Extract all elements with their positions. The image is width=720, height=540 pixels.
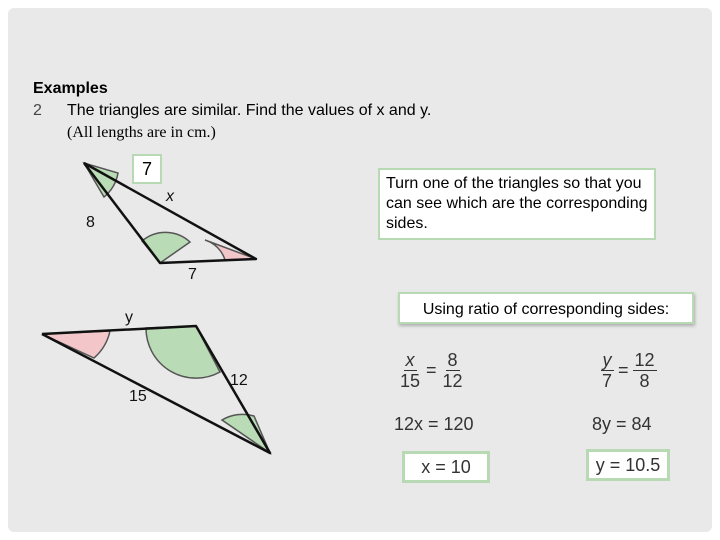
triangle1-angle-right (205, 240, 256, 260)
triangle2-right-side-label: 12 (230, 372, 248, 389)
triangle1-left-side-label: 8 (86, 214, 95, 231)
question-number: 2 (33, 102, 42, 119)
x-lhs-numerator: x (405, 350, 415, 370)
y-lhs-denominator: 7 (602, 371, 613, 391)
x-step: 12x = 120 (394, 414, 474, 434)
y-rhs-denominator: 8 (639, 371, 650, 391)
heading: Examples (33, 80, 108, 97)
y-rhs-numerator: 12 (634, 350, 655, 370)
y-step: 8y = 84 (592, 414, 652, 434)
triangle1-bottom-side-label: 7 (188, 266, 197, 283)
x-answer: x = 10 (402, 451, 490, 483)
triangle1-top-side-label: 7 (132, 154, 162, 184)
x-lhs-denominator: 15 (400, 371, 421, 391)
ratio-heading: Using ratio of corresponding sides: (398, 292, 694, 324)
triangle1-unknown-side-label: x (166, 188, 174, 205)
y-answer: y = 10.5 (586, 449, 670, 481)
triangle2-left-side-label: 15 (129, 388, 147, 405)
x-rhs-numerator: 8 (447, 350, 458, 370)
x-rhs-denominator: 12 (442, 371, 463, 391)
triangle2-unknown-side-label: y (125, 309, 133, 326)
triangle2-angle-left (42, 331, 110, 358)
question-text: The triangles are similar. Find the values of x and y. (67, 102, 432, 119)
x-ratio-equation: $\frac{x}{15}$ = $\frac{8}{12}$ (400, 350, 463, 391)
y-ratio-equation: $\frac{y}{7}$ = $\frac{12}{8}$ (602, 350, 655, 391)
triangle2-angle-top (146, 326, 220, 378)
triangle2-angle-bottom (222, 414, 270, 453)
question-note: (All lengths are in cm.) (67, 124, 216, 141)
y-lhs-numerator: y (602, 350, 612, 370)
hint-callout: Turn one of the triangles so that you can see which are the corresponding sides. (378, 168, 656, 240)
